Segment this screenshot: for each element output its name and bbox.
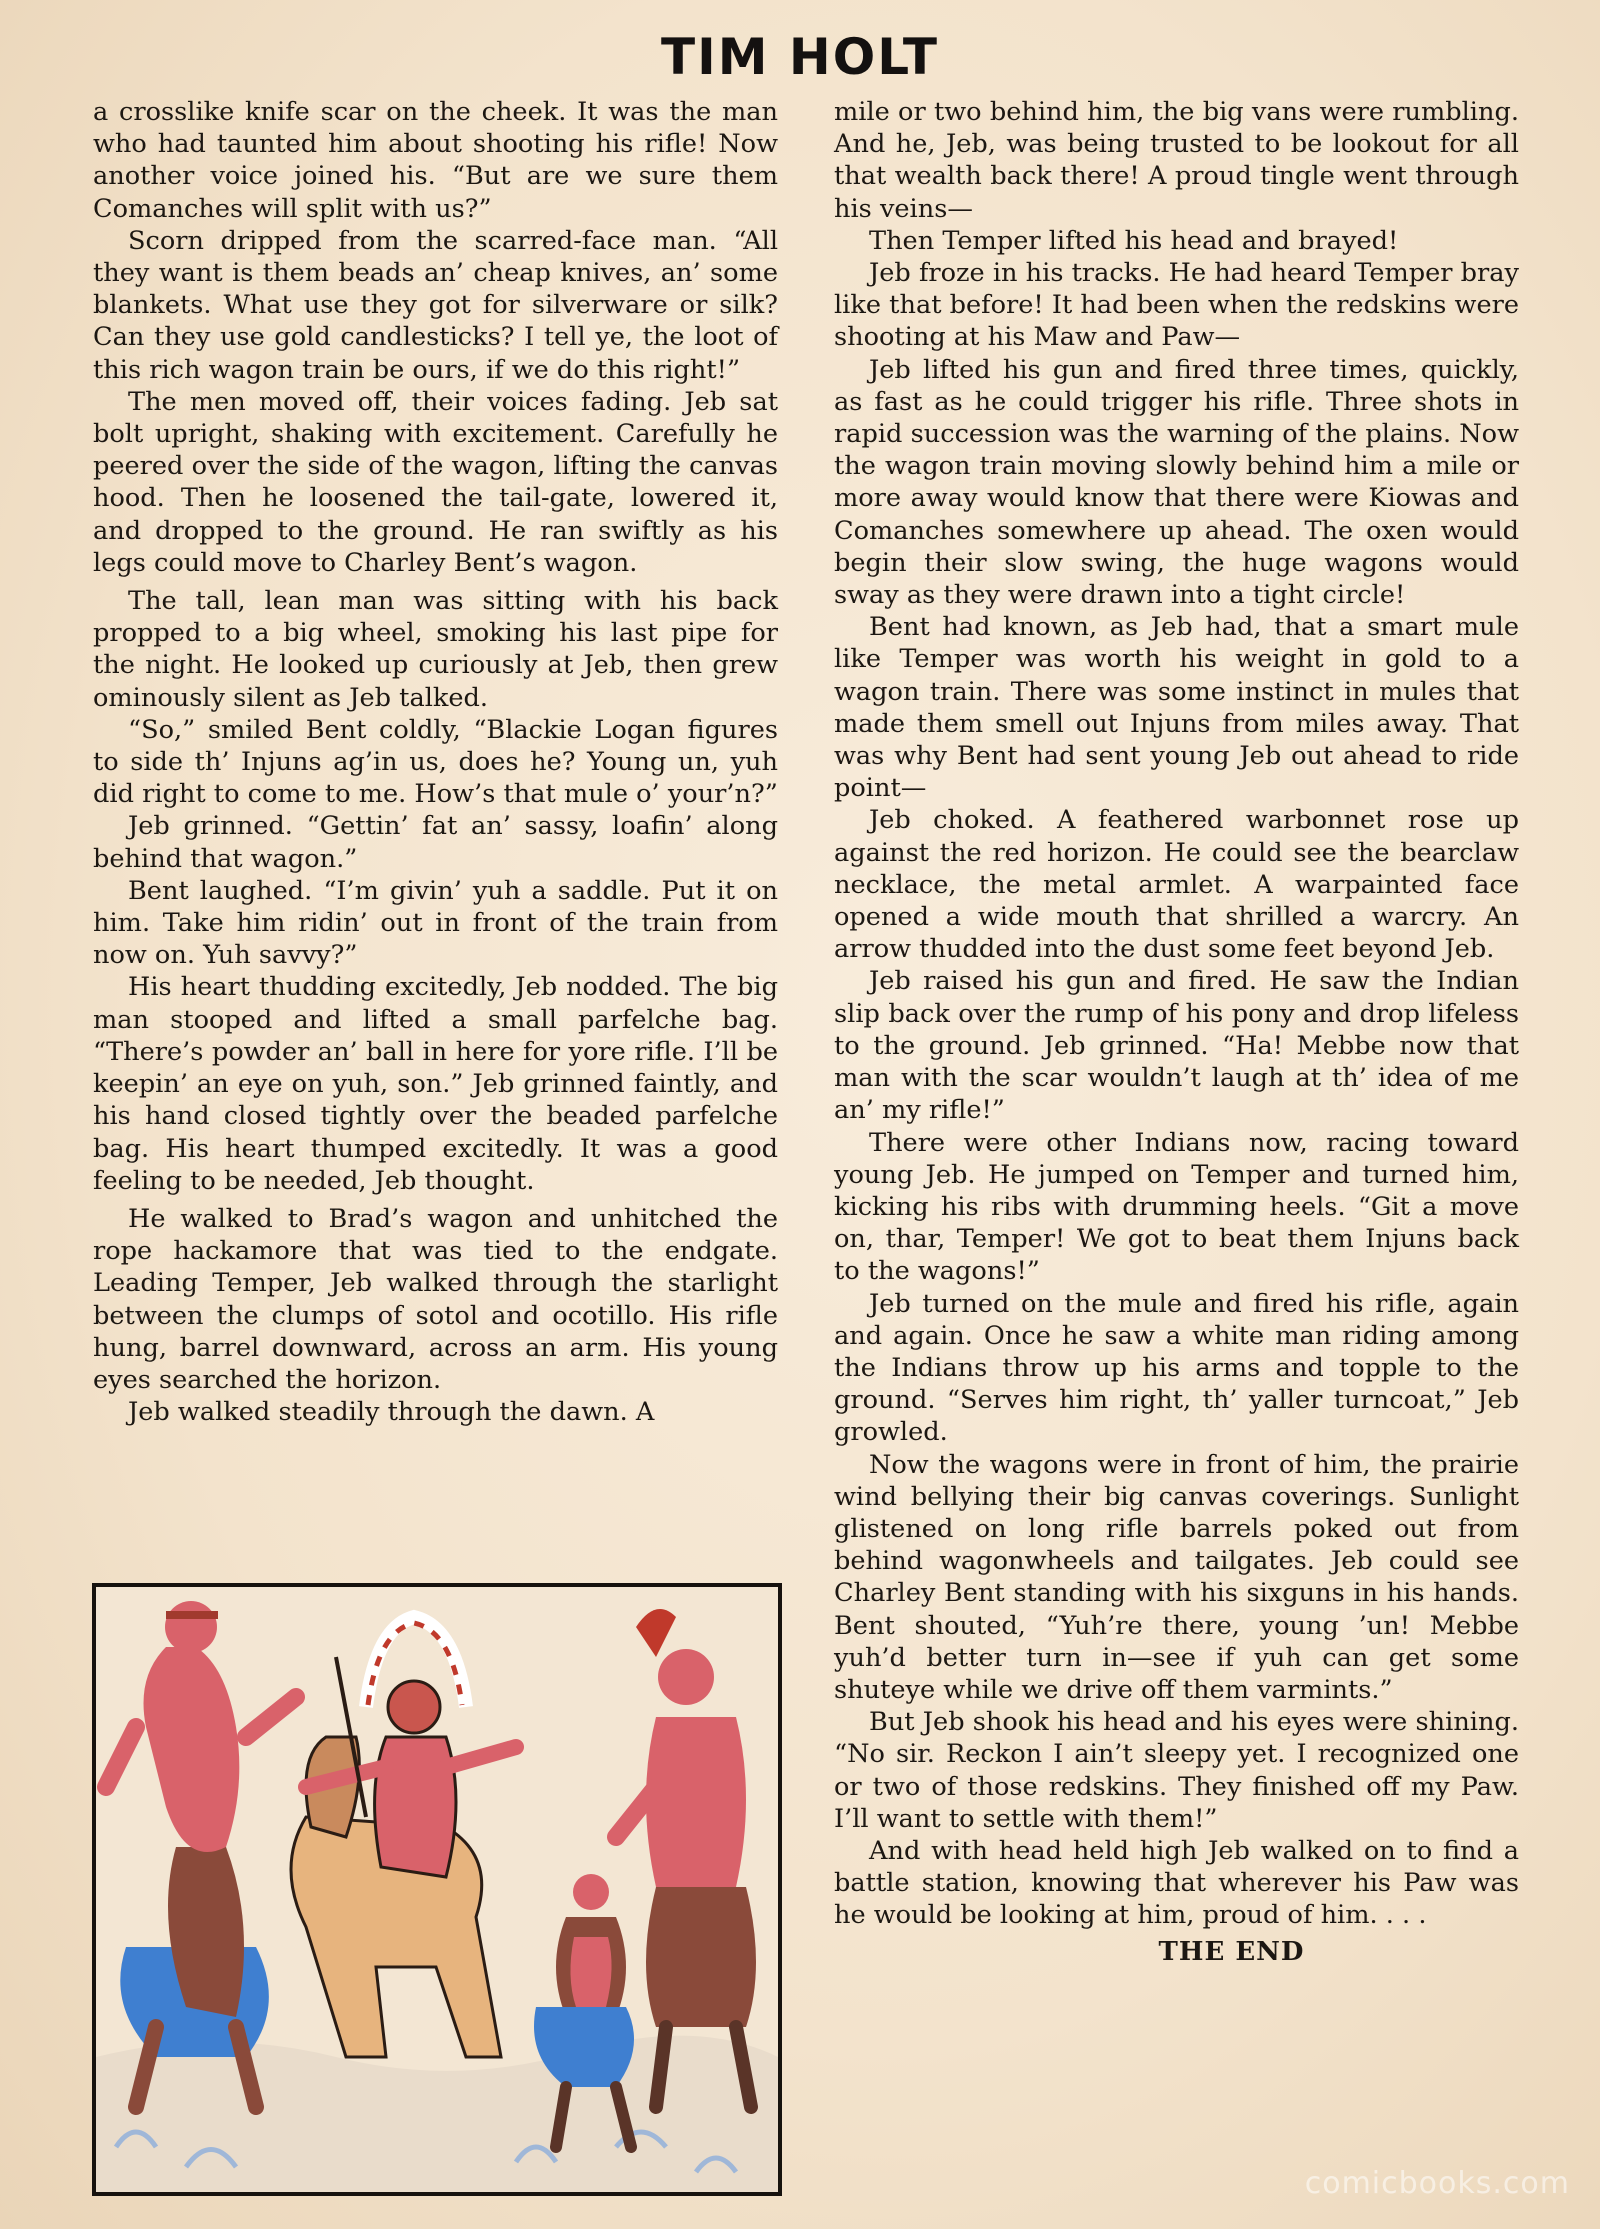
- paragraph: His heart thudding excitedly, Jeb nodded. The big man stooped and lifted a small parfelche bag. “There’s powder an’ ball in here for yore rifle. I’ll be keepin’ an eye on yuh, son.” Jeb grinned faintly, and his hand closed tightly over the beaded parfelche bag. His heart thumped excitedly. It was a good feeling to be needed, Jeb thought.: [93, 972, 778, 1196]
- paragraph: “So,” smiled Bent coldly, “Blackie Logan figures to side th’ Injuns ag’in us, does he? Young un, yuh did right to come to me. How’s that mule o’ your’n?”: [93, 714, 778, 810]
- riders-illustration-art: [96, 1587, 778, 2192]
- paragraph: And with head held high Jeb walked on to find a battle station, knowing that wherever his Paw was he would be looking at him, proud of him. . . .: [834, 1835, 1519, 1931]
- paragraph: Bent had known, as Jeb had, that a smart mule like Temper was worth his weight in gold to a wagon train. There was some instinct in mules that made them smell out Injuns from miles away. That was why Bent had sent young Jeb out ahead to ride point—: [834, 612, 1519, 804]
- page-title: TIM HOLT: [661, 28, 939, 86]
- paragraph: Jeb raised his gun and fired. He saw the Indian slip back over the rump of his pony and drop lifeless to the ground. Jeb grinned. “Ha! Mebbe now that man with the scar wouldn’t laugh at th’ idea of me an’ my rifle!”: [834, 966, 1519, 1126]
- paragraph: Jeb turned on the mule and fired his rifle, again and again. Once he saw a white man riding among the Indians throw up his arms and topple to the ground. “Serves him right, th’ yaller turncoat,” Jeb growled.: [834, 1288, 1519, 1448]
- paragraph: He walked to Brad’s wagon and unhitched the rope hackamore that was tied to the endgate. Leading Temper, Jeb walked through the starlight between the clumps of sotol and ocotillo. His rifle hung, barrel downward, across an arm. His young eyes searched the horizon.: [93, 1203, 778, 1395]
- paragraph: Then Temper lifted his head and brayed!: [869, 225, 1399, 256]
- paragraph: Jeb grinned. “Gettin’ fat an’ sassy, loafin’ along behind that wagon.”: [93, 811, 778, 874]
- paragraph: Scorn dripped from the scarred-face man. “All they want is them beads an’ cheap knives, an’ some blankets. What use they got for silverware or silk? Can they use gold candlesticks? I tell ye, the loot of this rich wagon train be ours, if we do this right!”: [93, 225, 778, 385]
- left-text-column: [93, 96, 778, 1428]
- paragraph: Now the wagons were in front of him, the prairie wind bellying their big canvas coverings. Sunlight glistened on long rifle barrels poked out from behind wagonwheels and tailgates. Jeb could see Charley Bent standing with his sixguns in his hands. Bent shouted, “Yuh’re there, young ’un! Mebbe yuh’d better turn in—see if yuh can get some shuteye while we drive off them varmints.”: [834, 1449, 1519, 1705]
- paragraph: mile or two behind him, the big vans were rumbling. And he, Jeb, was being trusted to be lookout for all that wealth back there! A proud tingle went through his veins—: [834, 97, 1519, 224]
- paragraph: a crosslike knife scar on the cheek. It was the man who had taunted him about shooting his rifle! Now another voice joined his. “But are we sure them Comanches will split with us?”: [93, 97, 778, 224]
- paragraph: Jeb froze in his tracks. He had heard Temper bray like that before! It had been when the redskins were shooting at his Maw and Paw—: [834, 258, 1519, 353]
- paragraph: The tall, lean man was sitting with his back propped to a big wheel, smoking his last pipe for the night. He looked up curiously at Jeb, then grew ominously silent as Jeb talked.: [93, 586, 778, 713]
- right-text-column: [834, 96, 1519, 1968]
- paragraph: Bent laughed. “I’m givin’ yuh a saddle. Put it on him. Take him ridin’ out in front of the train from now on. Yuh savvy?”: [93, 875, 778, 971]
- paragraph: There were other Indians now, racing toward young Jeb. He jumped on Temper and turned him, kicking his ribs with drumming heels. “Git a move on, thar, Temper! We got to beat them Injuns back to the wagons!”: [834, 1127, 1519, 1287]
- site-watermark: comicbooks.com: [1304, 2166, 1570, 2201]
- paragraph: Jeb walked steadily through the dawn. A: [128, 1397, 655, 1428]
- paragraph: But Jeb shook his head and his eyes were shining. “No sir. Reckon I ain’t sleepy yet. I recognized one or two of those redskins. They finished off my Paw. I’ll want to settle with them!”: [834, 1707, 1519, 1834]
- paragraph: The men moved off, their voices fading. Jeb sat bolt upright, shaking with excitement. Carefully he peered over the side of the wagon, lifting the canvas hood. Then he loosened the tail-gate, lowered it, and dropped to the ground. He ran swiftly as his legs could move to Charley Bent’s wagon.: [93, 386, 778, 578]
- paragraph: Jeb lifted his gun and fired three times, quickly, as fast as he could trigger his rifle. Three shots in rapid succession was the warning of the plains. Now the wagon train moving slowly behind him a mile or more away would know that there were Kiowas and Comanches somewhere up ahead. The oxen would begin their slow swing, the huge wagons would sway as they were drawn into a tight circle!: [834, 354, 1519, 611]
- riders-illustration: [92, 1583, 782, 2196]
- paragraph: Jeb choked. A feathered warbonnet rose up against the red horizon. He could see the bearclaw necklace, the metal armlet. A warpainted face opened a wide mouth that shrilled a warcry. An arrow thudded into the dust some feet beyond Jeb.: [834, 805, 1519, 965]
- the-end-label: THE END: [1158, 1936, 1305, 1967]
